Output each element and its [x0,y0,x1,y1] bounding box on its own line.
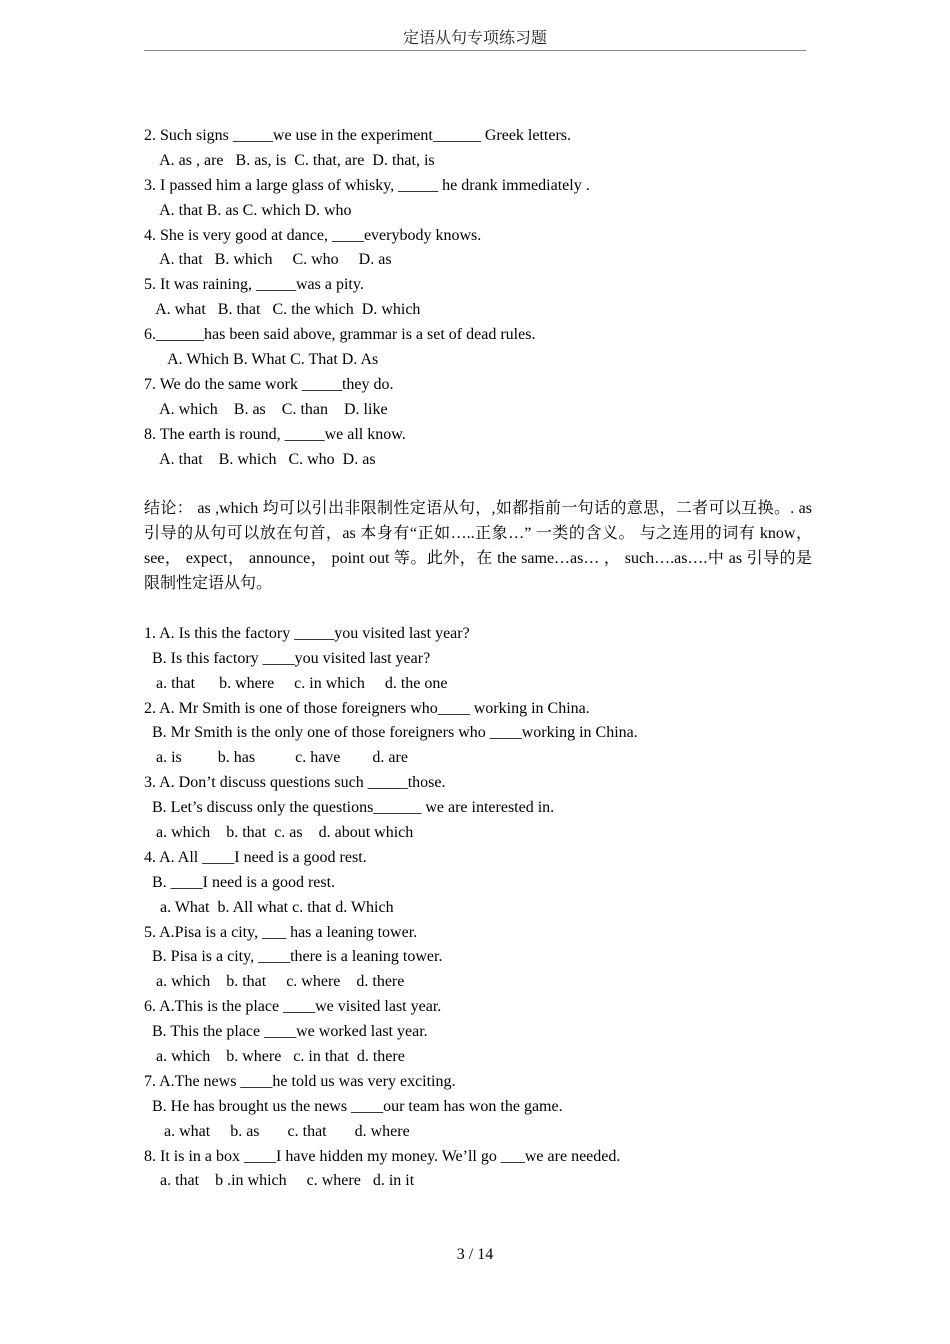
question-line: 2. A. Mr Smith is one of those foreigners who____ working in China. [144,699,590,717]
options-line: A. what B. that C. the which D. which [144,301,421,319]
question-line: B. Pisa is a city, ____there is a leaning tower. [144,948,443,966]
question-line: 4. A. All ____I need is a good rest. [144,848,367,866]
options-line: A. that B. which C. who D. as [144,251,392,269]
question-line: 6.______has been said above, grammar is a set of dead rules. [144,326,536,344]
question-line: B. Is this factory ____you visited last year? [144,649,431,667]
options-line: A. as , are B. as, is C. that, are D. that, is [144,151,435,169]
question-line: B. This the place ____we worked last year. [144,1023,428,1041]
options-line: a. is b. has c. have d. are [144,749,408,767]
question-line: B. ____I need is a good rest. [144,873,336,891]
page-header-title: 定语从句专项练习题 [144,28,806,51]
page-number: 3 / 14 [456,1246,494,1263]
exercise-section-1 [144,124,816,472]
question-line: 8. The earth is round, _____we all know. [144,425,406,443]
options-line: A. that B. as C. which D. who [144,201,352,219]
options-line: A. which B. as C. than D. like [144,400,388,418]
question-line: 3. I passed him a large glass of whisky, _____ he drank immediately . [144,176,590,194]
options-line: a. that b .in which c. where d. in it [144,1172,415,1190]
question-line: 8. It is in a box ____I have hidden my money. We’ll go ___we are needed. [144,1147,621,1165]
question-line: 7. We do the same work _____they do. [144,375,394,393]
page-content [144,124,816,1194]
options-line: a. What b. All what c. that d. Which [144,898,394,916]
options-line: a. that b. where c. in which d. the one [144,674,448,692]
options-line: a. which b. that c. where d. there [144,973,405,991]
options-line: A. that B. which C. who D. as [144,450,376,468]
question-line: 5. It was raining, _____was a pity. [144,276,364,294]
question-line: 4. She is very good at dance, ____everybody knows. [144,226,482,244]
conclusion-paragraph: 结论： as ,which 均可以引出非限制性定语从句，,如都指前一句话的意思，二者可以互换。. as 引导的从句可以放在句首，as 本身有“正如…..正象…” 一类的含义。 与之连用的词有 know， see， expect， announce， point out 等。此外，在 the same…as… ， such….as….中 as 引导的是限制性定语从句。 [144,500,812,593]
question-line: 6. A.This is the place ____we visited last year. [144,998,442,1016]
spacer [144,597,816,622]
options-line: a. which b. that c. as d. about which [144,824,414,841]
question-line: B. Mr Smith is the only one of those foreigners who ____working in China. [144,724,638,742]
question-line: B. He has brought us the news ____our team has won the game. [144,1097,563,1115]
question-line: B. Let’s discuss only the questions______ we are interested in. [144,799,555,817]
question-line: 3. A. Don’t discuss questions such _____those. [144,774,446,792]
question-line: 1. A. Is this the factory _____you visited last year? [144,624,470,642]
options-line: a. which b. where c. in that d. there [144,1048,405,1066]
options-line: a. what b. as c. that d. where [144,1122,410,1140]
question-line: 7. A.The news ____he told us was very exciting. [144,1072,456,1090]
exercise-section-2 [144,622,816,1194]
spacer [144,472,816,497]
options-line: A. Which B. What C. That D. As [144,351,379,369]
question-line: 5. A.Pisa is a city, ___ has a leaning tower. [144,923,418,941]
question-line: 2. Such signs _____we use in the experiment______ Greek letters. [144,127,572,144]
